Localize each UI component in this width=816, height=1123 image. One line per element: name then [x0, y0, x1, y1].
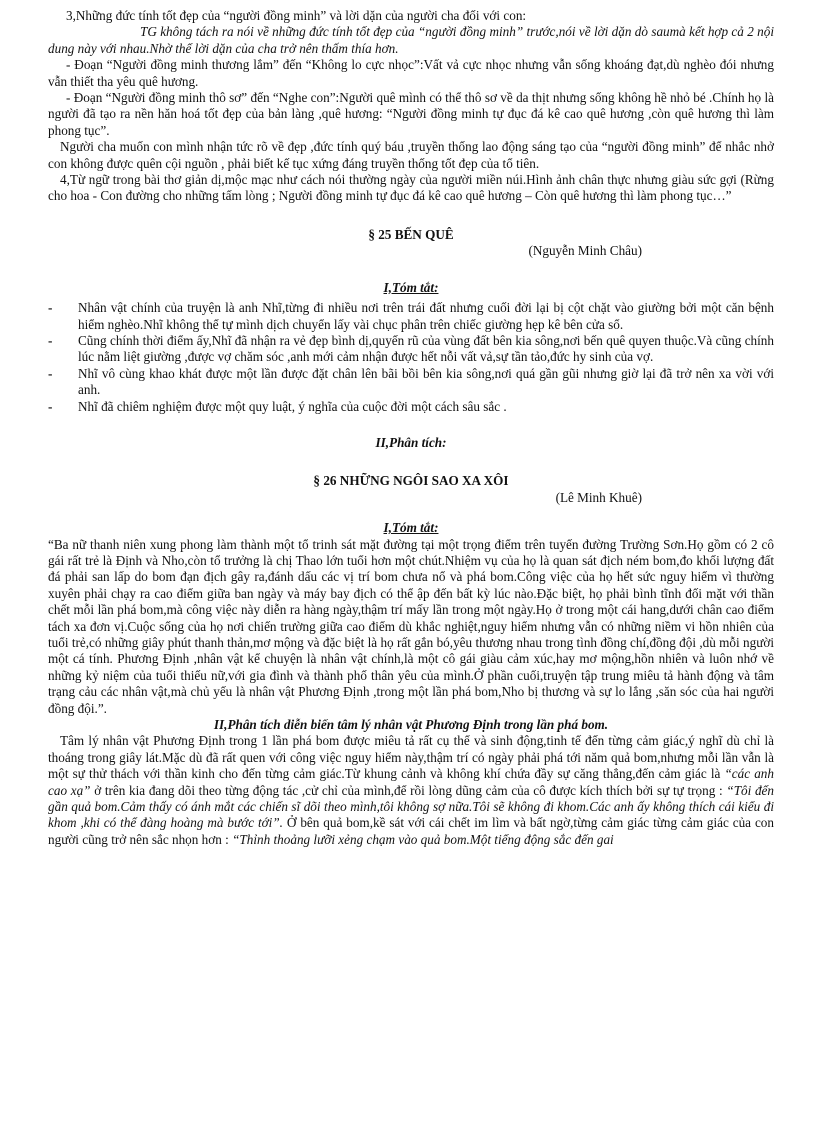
- list-item-text: Nhân vật chính của truyện là anh Nhĩ,từng đi nhiều nơi trên trái đất nhưng cuối đời lại bị cột chặt vào giường bởi một căn bệnh hiểm nghèo.Nhĩ không thể tự mình dịch chuyển lấy vài chục phân trên chiếc giường hẹp kê bên cửa sổ.: [78, 300, 774, 332]
- list-item: [48, 300, 774, 333]
- summary-heading-text: I,Tóm tắt:: [383, 520, 439, 536]
- quote-thinh-thoang: “Thỉnh thoảng lưỡi xẻng chạm vào quả bom.Một tiếng động sắc đến gai: [232, 831, 614, 847]
- section-26-author: (Lê Minh Khuê): [555, 489, 642, 505]
- summary-heading-text: I,Tóm tắt:: [383, 279, 439, 295]
- quote-cac-anh-cao-xa: “các anh cao xạ”: [48, 766, 774, 798]
- paragraph-dong-minh-thuong-lam: - Đoạn “Người đồng minh thương lắm” đến “Không lo cực nhọc”:Vất vả cực nhọc nhưng vẫn sống khoáng đạt,dù nghèo đói nhưng vẫn thiết tha yêu quê hương.: [48, 57, 774, 89]
- section-25-bullet-list: [48, 300, 774, 415]
- section-25-analysis-heading: II,Phân tích:: [375, 434, 447, 450]
- quote-toi-den-gan-qua-bom: “Tôi đến gần quả bom.Cảm thấy có ánh mắt các chiến sĩ dõi theo mình,tôi không sợ nữa.Tôi sẽ không đi khom.Các anh ấy không thích cái kiểu đi khom ,khi có thể đàng hoàng mà bước tới”.: [48, 782, 775, 831]
- section-26-summary-heading: [48, 520, 774, 536]
- list-item-text: Nhĩ đã chiêm nghiệm được một quy luật, ý nghĩa của cuộc đời một cách sâu sắc .: [78, 398, 507, 414]
- point-3: 3,Những đức tính tốt đẹp của “người đồng minh” và lời dặn của người cha đối với con:: [66, 8, 527, 23]
- section-25-title: § 25 BẾN QUÊ: [368, 226, 454, 242]
- section-25-author: (Nguyễn Minh Châu): [528, 243, 642, 259]
- paragraph-nguoi-cha: Người cha muốn con mình nhận tức rõ về đẹp ,đức tính quý báu ,truyền thống lao động sáng tạo của “người đồng minh” để nhắc nhở con không được quên cội nguồn , phải biết kế tục xứng đáng truyền thống tốt đẹp của tổ tiên.: [48, 139, 774, 171]
- section-25-summary-heading: [48, 280, 774, 296]
- document-page: [48, 8, 774, 848]
- bullet-marker: -: [48, 365, 53, 381]
- list-item-text: Nhĩ vô cùng khao khát được một lần được đặt chân lên bãi bồi bên kia sông,nơi quá gần gũi nhưng giờ lại đã trở nên xa vời với anh.: [78, 365, 774, 398]
- bullet-marker: -: [48, 398, 53, 414]
- bullet-marker: -: [48, 300, 53, 316]
- section-26-analysis-heading: II,Phân tích diễn biến tâm lý nhân vật Phương Định trong lần phá bom.: [213, 717, 609, 733]
- analysis-text-3: Ở bên quả bom,kề sát với cái chết im lìm và bất ngờ,từng cảm giác từng cảm giác của con người cũng trở nên sắc nhọn hơn :: [48, 815, 774, 847]
- section-26-summary: “Ba nữ thanh niên xung phong làm thành một tổ trinh sát mặt đường tại một trọng điểm trên tuyến đường Trường Sơn.Họ gồm có 2 cô gái rất trẻ là Định và Nho,còn tổ trưởng là chị Thao lớn tuổi hơn một chút.Nhiệm vụ của họ là quan sát địch ném bom,đo khối lượng đất đá phải san lấp do bom đạn địch gây ra,đánh dấu các vị trí bom chưa nổ và phá bom.Công việc của họ hết sức nguy hiểm vì thường xuyên phải chạy ra cao điểm giữa ban ngày và máy bay địch có thể ập đến bất kỳ lúc nào.Đặc biệt, họ phải bình tĩnh đối mặt với thần chết mỗi lần phá bom,mà công việc này diễn ra hàng ngày,thậm trí mấy lần trong một ngày.Họ ở trong một cái hang,dưới chân cao điểm tách xa đơn vị.Cuộc sống của họ nơi chiến trường giữa cao điểm dù khắc nghiệt,nguy hiểm nhưng vẫn có những niềm vi hồn nhiên của tuổi trẻ,có những giây phút thanh thản,mơ mộng và đặc biệt là họ rất gắn bó,yêu thương nhau trong tình đồng chí,đồng đội ,dù mỗi người một cá tính. Phương Định ,nhân vật kể chuyện là nhân vật chính,là một cô gái giàu cảm xúc,hay mơ mộng,hồn nhiên và luôn nhớ về những kỷ niệm của tuổi thiếu nữ,với gia đình và thành phố thân yêu của mình.Ở phần cuối,truyện tập trung miêu tả hành động và tâm trạng cảu các nhân vật,mà chủ yếu là nhân vật Phương Định ,trong một lần phá bom,Nho bị thương và sự lo lắng ,săn sóc của hai người đồng đội.”.: [48, 536, 774, 716]
- author-guidance-note: TG không tách ra nói về những đức tính tốt đẹp của “người đồng minh” trước,nói về lời dặn dò saumà kết hợp cả 2 nội dung này với nhau.Nhờ thế lời dặn của cha trở nên thấm thía hơn.: [48, 24, 774, 56]
- section-26-analysis: [48, 733, 774, 848]
- paragraph-dong-minh-tho-so: - Đoạn “Người đồng minh thô sơ” đến “Nghe con”:Người quê mình có thể thô sơ về da thịt nhưng sống không hề nhỏ bé .Chính họ là người đã tạo ra nền hăn hoá tốt đẹp của bản làng ,quê hương: “Người đồng minh tự đục đá kê cao quê hương ,còn quê hương thì làm phong tục”.: [48, 90, 774, 138]
- bullet-marker: -: [48, 332, 53, 348]
- list-item: [48, 399, 774, 415]
- point-4: 4,Từ ngữ trong bài thơ giản dị,mộc mạc như cách nói thường ngày của người miền núi.Hình ảnh chân thực nhưng giàu sức gợi (Rừng cho hoa - Con đường cho những tấm lòng ; Người đồng minh tự đục đá kê cao quê hương – Còn quê hương thì làm phong tục…”: [48, 172, 774, 204]
- analysis-text-2: ở trên kia đang dõi theo từng động tác ,cử chỉ của mình,để rồi lòng dũng cảm của cô được kích thích bởi sự tự trọng :: [90, 782, 727, 798]
- list-item: [48, 333, 774, 366]
- list-item-text: Cũng chính thời điểm ấy,Nhĩ đã nhận ra vẻ đẹp bình dị,quyến rũ của vùng đất bên kia sông,nơi bến quê quyen thuộc.Và cũng chính lúc nằm liệt giường ,được vợ chăm sóc ,anh mới cảm nhận được hết nỗi vất vả,sự tần tảo,đức hy sinh của vợ.: [78, 332, 774, 365]
- list-item: [48, 366, 774, 399]
- analysis-text-1: Tâm lý nhân vật Phương Định trong 1 lần phá bom được miêu tả rất cụ thể và sinh động,tinh tế đến từng cảm giác,ý nghĩ dù chỉ là thoáng trong giây lát.Mặc dù đã rất quen với công việc nguy hiểm này,thậm trí có ngày phải phá tới năm quả bom,nhưng mỗi lần vẫn là một sự thử thách với thần kinh cho đến từng cảm giác.Từ khung cảnh và không khí chứa đầy sự căng thẳng,đến cảm giác là: [48, 733, 774, 782]
- section-26-title: § 26 NHỮNG NGÔI SAO XA XÔI: [313, 473, 509, 489]
